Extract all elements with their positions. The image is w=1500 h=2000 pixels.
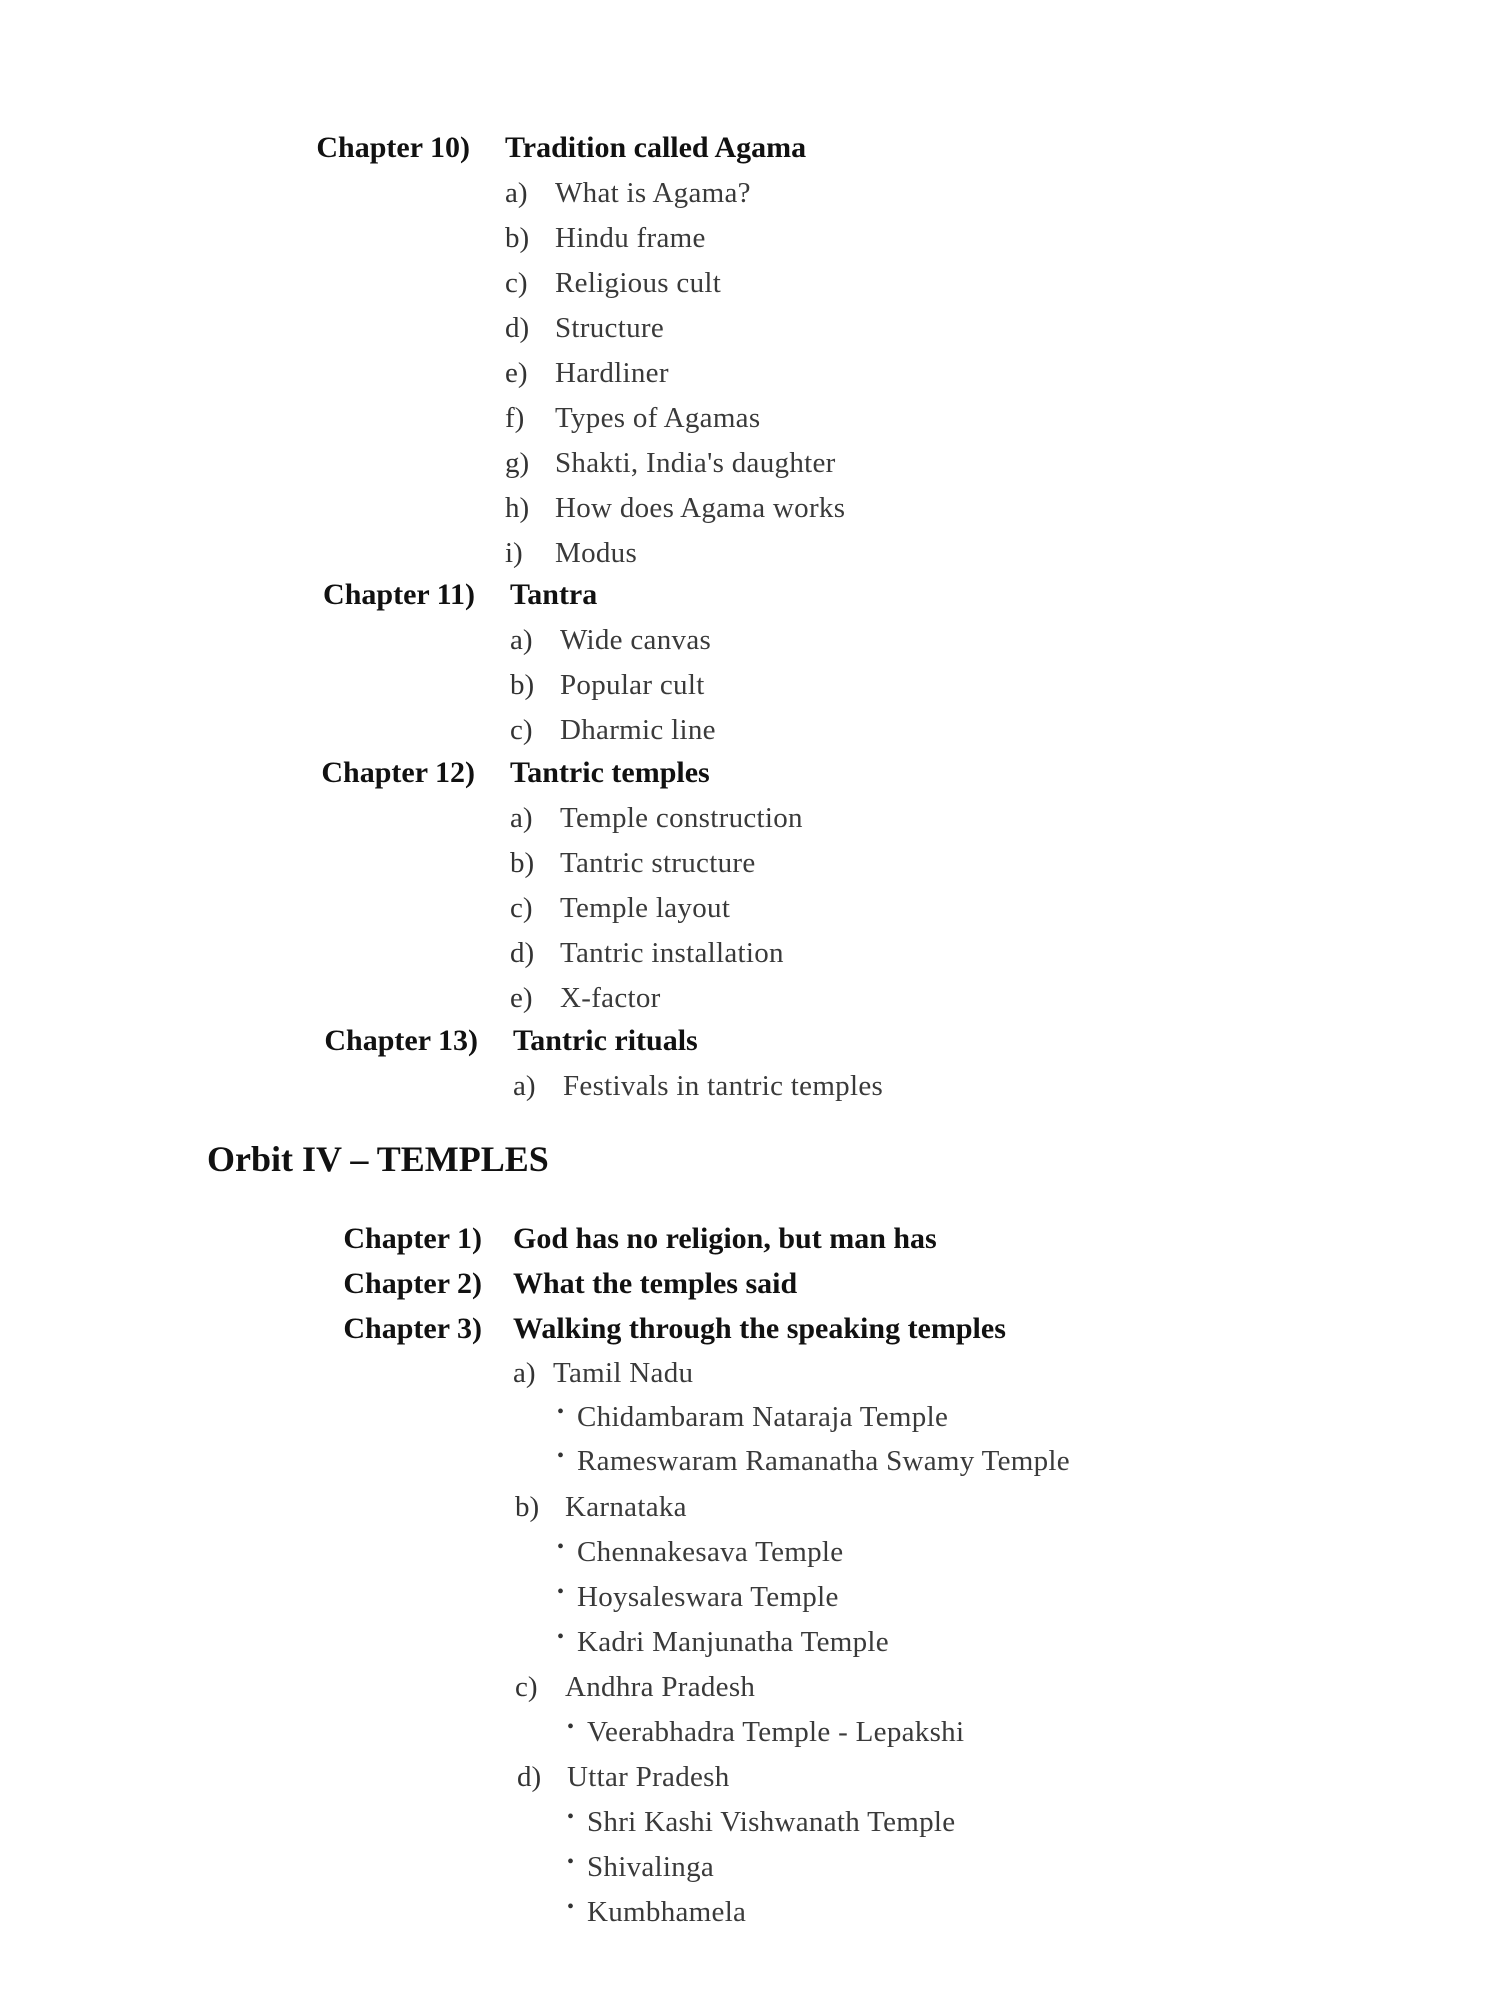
chapter-label: Chapter 13) (324, 1024, 478, 1057)
temple-item (0, 1622, 1500, 1666)
item-marker: a) (510, 802, 533, 834)
temple-name: Rameswaram Ramanatha Swamy Temple (577, 1445, 1070, 1477)
chapter-heading (0, 1219, 1500, 1263)
temple-item (0, 1441, 1500, 1485)
bullet-icon: • (567, 1851, 575, 1873)
list-item (0, 1066, 1500, 1110)
chapter-title: God has no religion, but man has (513, 1222, 937, 1255)
chapter-label: Chapter 11) (323, 578, 475, 611)
item-text: Popular cult (560, 669, 705, 701)
item-marker: c) (505, 267, 528, 299)
temple-item (0, 1397, 1500, 1441)
item-text: What is Agama? (555, 177, 751, 209)
item-text: Hindu frame (555, 222, 706, 254)
bullet-icon: • (557, 1536, 565, 1558)
bullet-icon: • (567, 1896, 575, 1918)
region-item (0, 1487, 1500, 1531)
item-text: Temple construction (560, 802, 803, 834)
list-item (0, 710, 1500, 754)
item-marker: b) (510, 669, 535, 701)
temple-item (0, 1892, 1500, 1936)
item-marker: d) (505, 312, 530, 344)
region-marker: b) (515, 1491, 540, 1523)
item-marker: i) (505, 537, 523, 569)
chapter-heading (0, 1021, 1500, 1065)
item-marker: g) (505, 447, 530, 479)
bullet-icon: • (557, 1581, 565, 1603)
item-text: X-factor (560, 982, 661, 1014)
temple-item (0, 1847, 1500, 1891)
item-marker: e) (505, 357, 528, 389)
region-item (0, 1353, 1500, 1397)
temple-item (0, 1532, 1500, 1576)
chapter-label: Chapter 10) (316, 131, 470, 164)
chapter-heading (0, 753, 1500, 797)
chapter-heading (0, 575, 1500, 619)
chapter-heading (0, 1264, 1500, 1308)
item-text: Hardliner (555, 357, 669, 389)
region-marker: a) (513, 1357, 536, 1389)
item-marker: b) (510, 847, 535, 879)
temple-name: Chidambaram Nataraja Temple (577, 1401, 949, 1433)
item-text: Structure (555, 312, 665, 344)
region-name: Karnataka (565, 1491, 687, 1523)
region-item (0, 1757, 1500, 1801)
temple-name: Shivalinga (587, 1851, 715, 1883)
region-item (0, 1667, 1500, 1711)
list-item (0, 888, 1500, 932)
region-name: Uttar Pradesh (567, 1761, 730, 1793)
chapter-title: Tantric rituals (513, 1024, 698, 1057)
list-item (0, 398, 1500, 442)
temple-name: Hoysaleswara Temple (577, 1581, 839, 1613)
item-marker: h) (505, 492, 530, 524)
region-marker: d) (517, 1761, 542, 1793)
item-text: Festivals in tantric temples (563, 1070, 884, 1102)
item-text: Types of Agamas (555, 402, 761, 434)
list-item (0, 308, 1500, 352)
region-name: Tamil Nadu (553, 1357, 694, 1389)
list-item (0, 978, 1500, 1022)
list-item (0, 665, 1500, 709)
item-text: Religious cult (555, 267, 722, 299)
chapter-heading (0, 1309, 1500, 1353)
bullet-icon: • (557, 1626, 565, 1648)
chapter-label: Chapter 1) (343, 1222, 482, 1255)
list-item (0, 443, 1500, 487)
chapter-title: What the temples said (513, 1267, 798, 1300)
item-marker: f) (505, 402, 525, 434)
temple-item (0, 1577, 1500, 1621)
item-marker: a) (505, 177, 528, 209)
region-marker: c) (515, 1671, 538, 1703)
item-text: Shakti, India's daughter (555, 447, 836, 479)
list-item (0, 620, 1500, 664)
list-item (0, 218, 1500, 262)
bullet-icon: • (557, 1401, 565, 1423)
chapter-title: Tradition called Agama (505, 131, 807, 164)
temple-item (0, 1802, 1500, 1846)
item-text: Dharmic line (560, 714, 716, 746)
item-text: Temple layout (560, 892, 731, 924)
list-item (0, 173, 1500, 217)
temple-name: Chennakesava Temple (577, 1536, 844, 1568)
item-text: Tantric structure (560, 847, 756, 879)
list-item (0, 798, 1500, 842)
item-marker: c) (510, 892, 533, 924)
item-text: Modus (555, 537, 638, 569)
section-heading: Orbit IV – TEMPLES (207, 1139, 549, 1179)
chapter-label: Chapter 3) (343, 1312, 482, 1345)
item-marker: c) (510, 714, 533, 746)
list-item (0, 263, 1500, 307)
list-item (0, 933, 1500, 977)
list-item (0, 353, 1500, 397)
temple-name: Veerabhadra Temple - Lepakshi (587, 1716, 965, 1748)
region-name: Andhra Pradesh (565, 1671, 756, 1703)
chapter-label: Chapter 2) (343, 1267, 482, 1300)
list-item (0, 488, 1500, 532)
item-marker: d) (510, 937, 535, 969)
temple-name: Shri Kashi Vishwanath Temple (587, 1806, 956, 1838)
chapter-title: Walking through the speaking temples (513, 1312, 1006, 1345)
temple-item (0, 1712, 1500, 1756)
item-text: How does Agama works (555, 492, 846, 524)
chapter-title: Tantric temples (510, 756, 710, 789)
list-item (0, 843, 1500, 887)
chapter-label: Chapter 12) (321, 756, 475, 789)
temple-name: Kumbhamela (587, 1896, 747, 1928)
chapter-heading (0, 128, 1500, 172)
item-marker: a) (510, 624, 533, 656)
item-marker: e) (510, 982, 533, 1014)
item-text: Tantric installation (560, 937, 784, 969)
bullet-icon: • (557, 1445, 565, 1467)
item-text: Wide canvas (560, 624, 712, 656)
list-item (0, 533, 1500, 577)
bullet-icon: • (567, 1716, 575, 1738)
bullet-icon: • (567, 1806, 575, 1828)
item-marker: b) (505, 222, 530, 254)
item-marker: a) (513, 1070, 536, 1102)
chapter-title: Tantra (510, 578, 598, 611)
temple-name: Kadri Manjunatha Temple (577, 1626, 889, 1658)
